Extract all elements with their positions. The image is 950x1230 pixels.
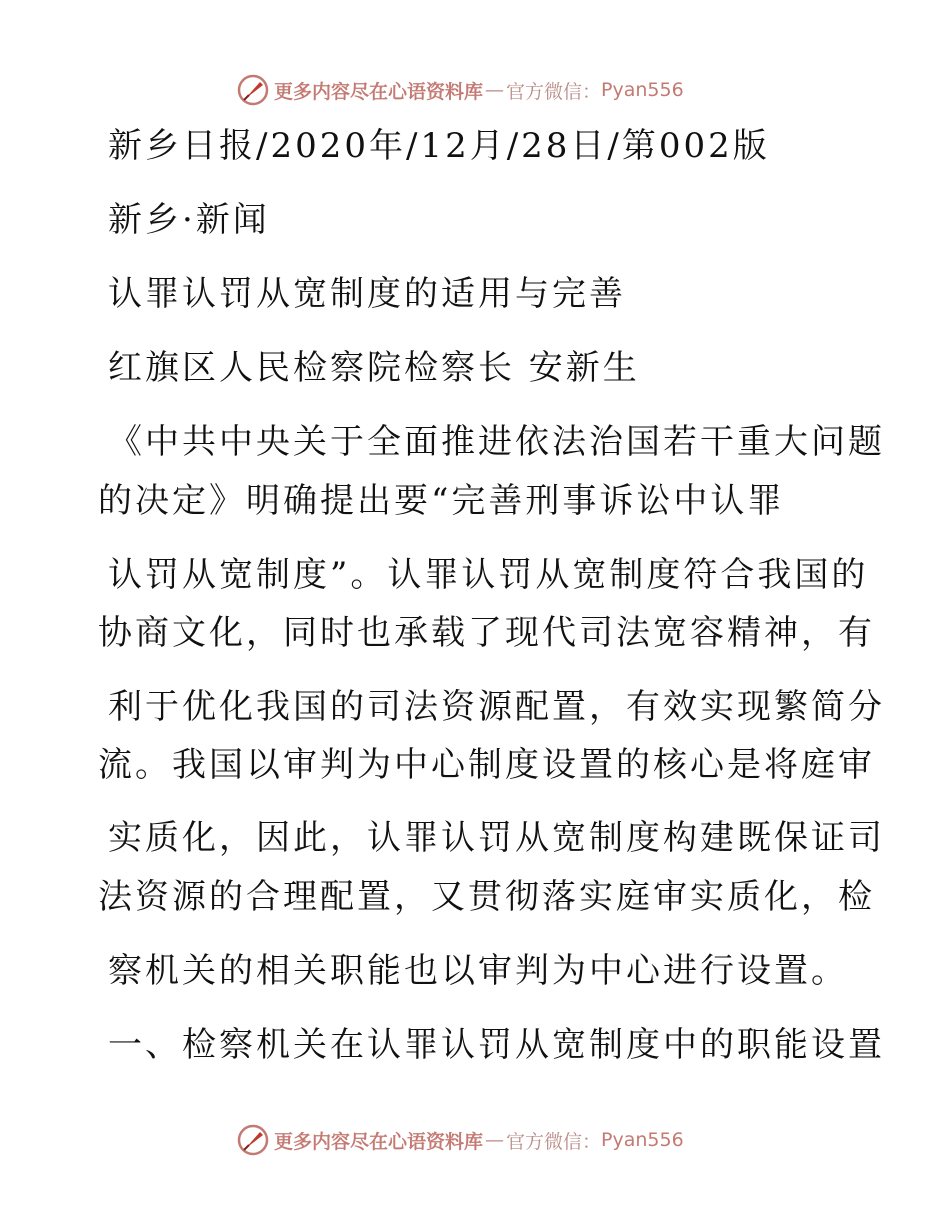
section-heading: 一、检察机关在认罪认罚从宽制度中的职能设置	[108, 1025, 885, 1065]
body-line: 的决定》明确提出要“完善刑事诉讼中认罪	[98, 481, 785, 521]
watermark-dash: —	[485, 79, 505, 101]
watermark-official-label: 官方微信：	[506, 1130, 602, 1153]
body-line: 利于优化我国的司法资源配置，有效实现繁简分	[108, 687, 885, 727]
watermark-text: 更多内容尽在心语资料库	[274, 80, 484, 103]
body-line: 协商文化，同时也承载了现代司法宽容精神，有	[98, 613, 875, 653]
body-line: 《中共中央关于全面推进依法治国若干重大问题	[108, 422, 885, 462]
body-line: 察机关的相关职能也以审判为中心进行设置。	[108, 951, 848, 991]
source-line: 新乡日报/2020年/12月/28日/第002版	[108, 126, 770, 166]
feather-pen-logo-icon	[236, 1123, 270, 1157]
watermark-wechat-id: Pyan556	[601, 1129, 684, 1151]
body-line: 实质化，因此，认罪认罚从宽制度构建既保证司	[108, 818, 885, 858]
article-author: 红旗区人民检察院检察长 安新生	[108, 348, 640, 388]
watermark-wechat-id: Pyan556	[601, 79, 684, 101]
watermark-bottom	[236, 1122, 684, 1158]
feather-pen-logo-icon	[236, 73, 270, 107]
watermark-top	[236, 72, 684, 108]
watermark-text: 更多内容尽在心语资料库	[274, 1130, 484, 1153]
article-title: 认罪认罚从宽制度的适用与完善	[108, 274, 626, 314]
body-line: 认罚从宽制度”。认罪认罚从宽制度符合我国的	[108, 555, 869, 595]
watermark-dash: —	[485, 1129, 505, 1151]
watermark-official-label: 官方微信：	[506, 80, 602, 103]
body-line: 流。我国以审判为中心制度设置的核心是将庭审	[98, 745, 875, 785]
section-label: 新乡·新闻	[108, 200, 270, 240]
body-line: 法资源的合理配置，又贯彻落实庭审实质化，检	[98, 877, 875, 917]
